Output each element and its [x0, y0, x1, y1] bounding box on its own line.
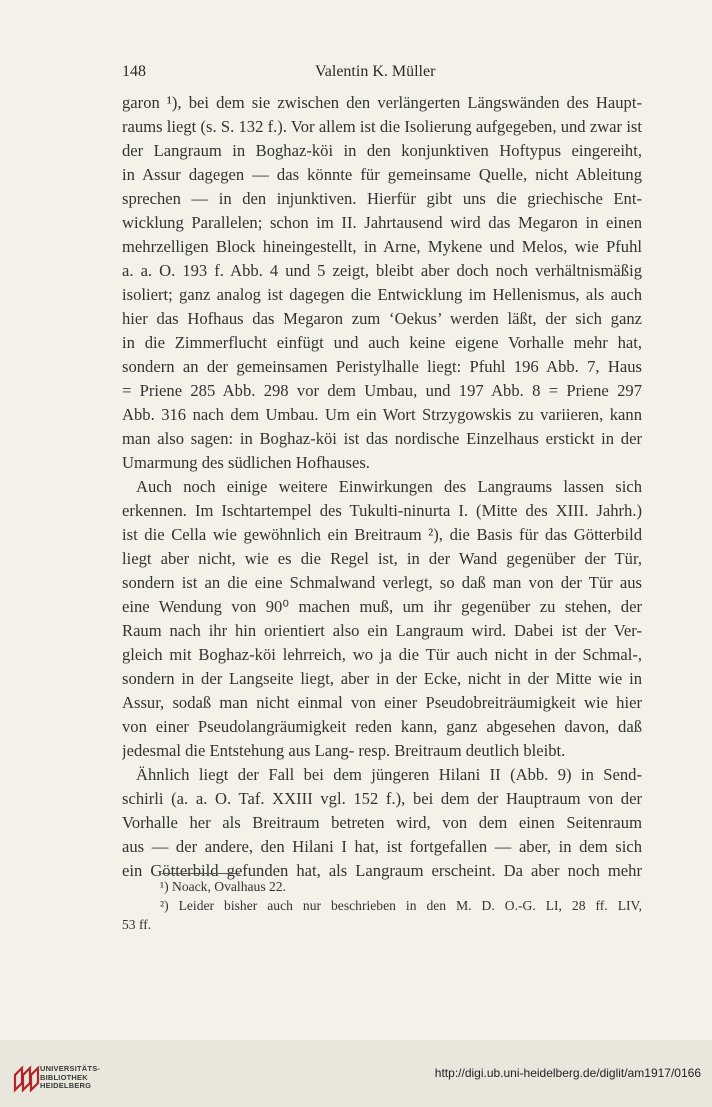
text-line: ein Götterbild gefunden hat, als Langraum erscheint. Da aber noch mehr — [122, 861, 642, 880]
text-line: Ähnlich liegt der Fall bei dem jüngeren Hilani II (Abb. 9) in Send- — [136, 765, 642, 784]
text-line: sprechen — in den injunktiven. Hierfür gibt uns die griechische Ent- — [122, 189, 642, 208]
text-line: Assur, sodaß man nicht einmal von einer Pseudobreiträumigkeit wie hier — [122, 693, 642, 712]
text-line: gleich mit Boghaz-köi lehrreich, wo ja die Tür auch nicht in der Schmal-, — [122, 645, 642, 664]
text-line: in Assur dagegen — das könnte für gemeinsame Quelle, nicht Ableitung — [122, 165, 642, 184]
text-line: jedesmal die Entstehung aus Lang- resp. Breitraum deutlich bleibt. — [122, 741, 566, 760]
text-line: sondern an der gemeinsamen Peristylhalle liegt: Pfuhl 196 Abb. 7, Haus — [122, 357, 642, 376]
text-line: Abb. 316 nach dem Umbau. Um ein Wort Strzygowskis zu variieren, kann — [122, 405, 642, 424]
text-line: = Priene 285 Abb. 298 vor dem Umbau, und 197 Abb. 8 = Priene 297 — [122, 381, 642, 400]
text-line: a. a. O. 193 f. Abb. 4 und 5 zeigt, bleibt aber doch noch verhältnismäßig — [122, 261, 642, 280]
text-line: raums liegt (s. S. 132 f.). Vor allem ist die Isolierung aufgegeben, und zwar ist — [122, 117, 642, 136]
footnote-2: ²) Leider bisher auch nur beschrieben in den M. D. O.-G. LI, 28 ff. LIV, — [160, 898, 642, 913]
text-line: ist die Cella wie gewöhnlich ein Breitraum ²), die Basis für das Götterbild — [122, 525, 642, 544]
text-line: eine Wendung von 90⁰ machen muß, um ihr gegenüber zu stehen, der — [122, 597, 642, 616]
text-line: Raum nach ihr hin orientiert also ein Langraum wird. Dabei ist der Ver- — [122, 621, 642, 640]
page-header — [122, 63, 642, 85]
text-line: isoliert; ganz analog ist dagegen die Entwicklung im Hellenismus, als auch — [122, 285, 642, 304]
page-number: 148 — [122, 63, 146, 80]
library-name-line: HEIDELBERG — [40, 1081, 92, 1091]
text-line: in die Zimmerflucht einfügt und auch keine eigene Vorhalle mehr hat, — [122, 333, 642, 352]
text-line: hier das Hofhaus das Megaron zum ‘Oekus’ werden läßt, der sich ganz — [122, 309, 642, 328]
footnote-divider — [162, 873, 240, 874]
library-name — [40, 1065, 100, 1091]
text-line: liegt aber nicht, wie es die Regel ist, in der Wand gegenüber der Tür, — [122, 549, 642, 568]
text-line: aus — der andere, den Hilani I hat, ist fortgefallen — aber, in dem sich — [122, 837, 642, 856]
permalink-url[interactable]: http://digi.ub.uni-heidelberg.de/diglit/am1917/0166 — [434, 1066, 701, 1080]
library-name-line: UNIVERSITÄTS- — [40, 1064, 101, 1073]
text-line: wicklung Parallelen; schon im II. Jahrtausend wird das Megaron in einen — [122, 213, 642, 232]
text-line: Umarmung des südlichen Hofhauses. — [122, 453, 370, 472]
text-line: schirli (a. a. O. Taf. XXIII vgl. 152 f.), bei dem der Hauptraum von der — [122, 789, 642, 808]
footnotes — [122, 877, 642, 934]
text-line: der Langraum in Boghaz-köi in den konjunktiven Hoftypus eingereiht, — [122, 141, 642, 160]
library-name-line: BIBLIOTHEK — [40, 1072, 88, 1082]
running-title: Valentin K. Müller — [315, 63, 436, 80]
text-line: sondern in der Langseite liegt, aber in der Ecke, nicht in der Mitte wie in — [122, 669, 642, 688]
text-line: erkennen. Im Ischtartempel des Tukulti-ninurta I. (Mitte des XIII. Jahrh.) — [122, 501, 642, 520]
text-line: sondern ist an die eine Schmalwand verlegt, so daß man von der Tür aus — [122, 573, 642, 592]
footnote-1: ¹) Noack, Ovalhaus 22. — [160, 879, 287, 894]
text-line: mehrzelligen Block hineingestellt, in Arne, Mykene und Melos, wie Pfuhl — [122, 237, 642, 256]
text-line: Auch noch einige weitere Einwirkungen des Langraums lassen sich — [136, 477, 642, 496]
text-line: man also sagen: in Boghaz-köi ist das nordische Einzelhaus erstickt in der — [122, 429, 642, 448]
footnote-2-continued: 53 ff. — [122, 917, 152, 932]
text-line: von einer Pseudolangräumigkeit reden kann, ganz abgesehen davon, daß — [122, 717, 642, 736]
body-text — [122, 91, 642, 883]
library-logo-icon — [12, 1063, 42, 1093]
text-line: Vorhalle her als Breitraum betreten wird, von dem einen Seitenraum — [122, 813, 642, 832]
text-line: garon ¹), bei dem sie zwischen den verlängerten Längswänden des Haupt- — [122, 93, 642, 112]
